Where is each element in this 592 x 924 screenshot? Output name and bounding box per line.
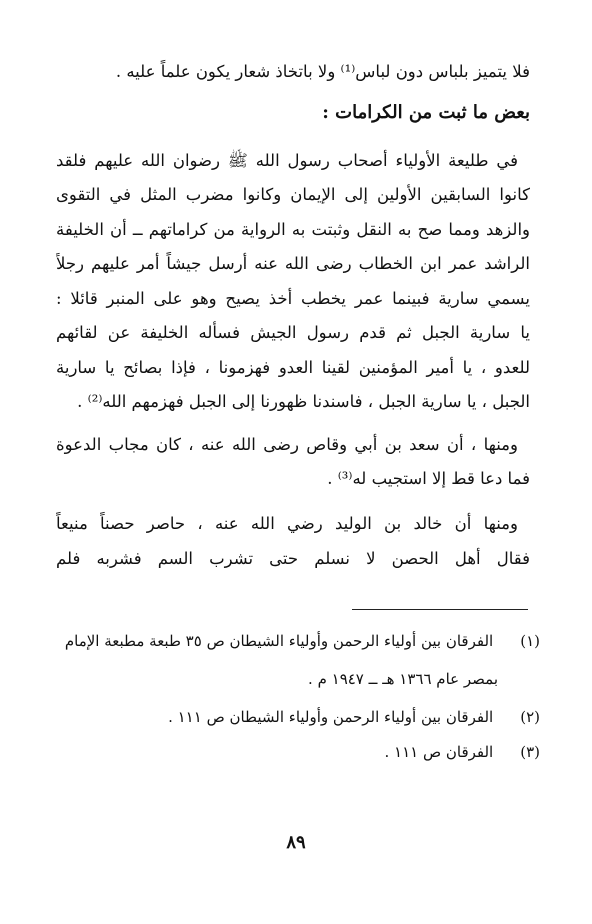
footnote-text: الفرقان بين أولياء الرحمن وأولياء الشيطان ص ١١١ . — [168, 708, 494, 726]
footnote-2 — [54, 702, 540, 732]
text-line-13: ومنها أن خالد بن الوليد رضي الله عنه ، حاصر حصناً منيعاً — [56, 514, 518, 533]
footnote-number: (١) — [520, 632, 540, 650]
footnote-3 — [54, 737, 540, 767]
text-line-3: في طليعة الأولياء أصحاب رسول الله ﷺ رضوان الله عليهم فلقد — [56, 151, 518, 170]
text-line-12: فما دعا قط إلا استجيب له⁽³⁾ . — [327, 469, 530, 488]
footnote-number: (٢) — [520, 708, 540, 726]
footnote-text: الفرقان ص ١١١ . — [384, 743, 494, 761]
footnote-number: (٣) — [520, 743, 540, 761]
page-number: ٨٩ — [286, 832, 306, 853]
footnote-1 — [54, 626, 540, 656]
text-line-14: فقال أهل الحصن لا نسلم حتى تشرب السم فشربه فلم — [56, 549, 530, 568]
section-heading: بعض ما ثبت من الكرامات : — [322, 102, 530, 123]
text-line-8: يا سارية الجبل ثم قدم رسول الجيش فسأله الخليفة عن لقائهم — [56, 323, 530, 342]
text-line-7: يسمي سارية فبينما عمر يخطب أخذ يصيح وهو على المنبر قائلا : — [56, 289, 530, 308]
footnote-text: الفرقان بين أولياء الرحمن وأولياء الشيطان ص ٣٥ طبعة مطبعة الإمام — [64, 632, 494, 650]
text-line-10: الجبل ، يا سارية الجبل ، فاسندنا ظهورنا إلى الجبل فهزمهم الله⁽²⁾ . — [77, 392, 530, 411]
text-line-4: كانوا السابقين الأولين إلى الإيمان وكانوا مضرب المثل في التقوى — [56, 185, 530, 204]
footnote-1-continued: بمصر عام ١٣٦٦ هـ ــ ١٩٤٧ م . — [308, 670, 498, 688]
text-line-5: والزهد ومما صح به النقل وثبتت به الرواية من كراماتهم ــ أن الخليفة — [56, 220, 530, 239]
text-line-1: فلا يتميز بلباس دون لباس⁽¹⁾ ولا باتخاذ شعار يكون علماً عليه . — [115, 62, 530, 81]
footnote-separator — [352, 609, 528, 610]
text-line-6: الراشد عمر ابن الخطاب رضى الله عنه أرسل جيشاً أمر عليهم رجلاً — [56, 254, 530, 273]
text-line-11: ومنها ، أن سعد بن أبي وقاص رضى الله عنه ، كان مجاب الدعوة — [56, 435, 518, 454]
text-line-9: للعدو ، يا أمير المؤمنين لقينا العدو فهزمونا ، فإذا بصائح يا سارية — [56, 358, 530, 377]
